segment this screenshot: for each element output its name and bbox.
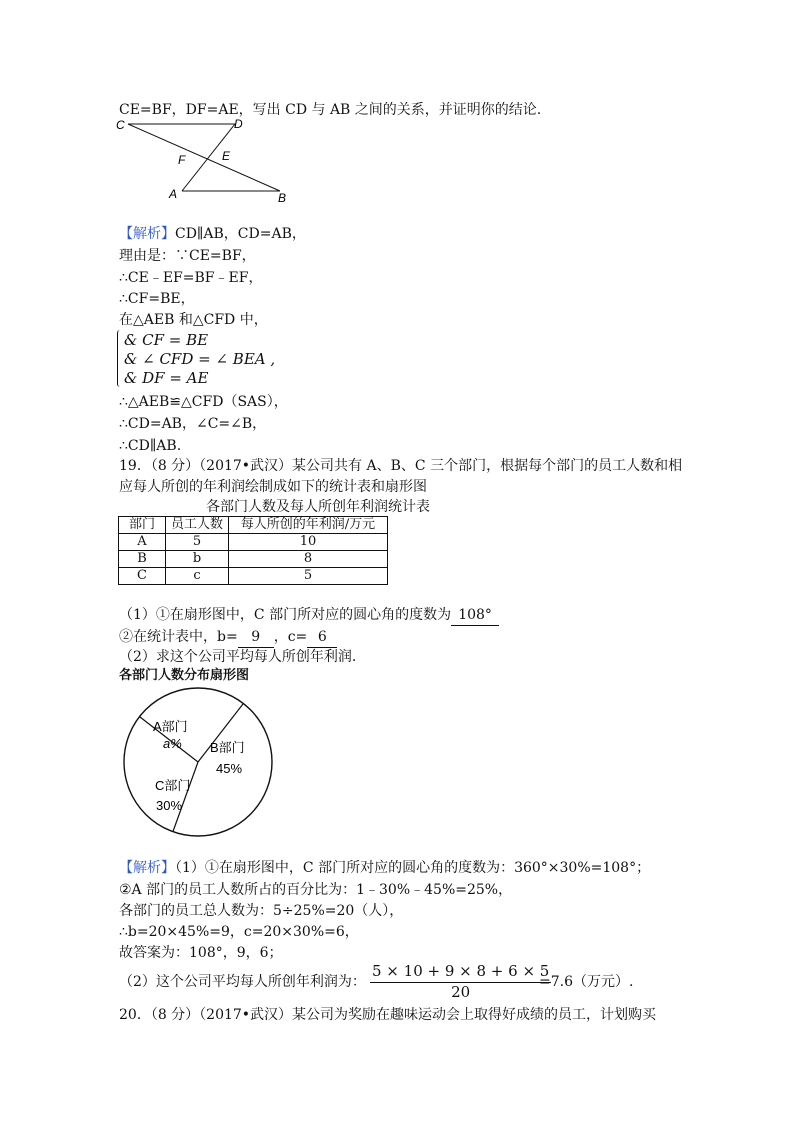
table-title: 各部门人数及每人所创年利润统计表 <box>206 499 430 515</box>
equation-brace <box>117 330 124 387</box>
pie-label-a-name: A部门 <box>153 719 188 734</box>
pie-label-a-pct: a% <box>163 736 182 751</box>
table-header-row <box>119 517 388 534</box>
pie-label-b-name: B部门 <box>210 740 245 755</box>
sol19-line3: 各部门的员工总人数为：5÷25%=20（人）， <box>119 903 404 919</box>
table-row <box>119 551 388 568</box>
sol19-line6-result: =7.6（万元）. <box>539 974 634 990</box>
sol18-first-line: 【解析】CD∥AB，CD=AB， <box>119 226 306 242</box>
label-e: E <box>222 149 231 163</box>
q18-statement: CE=BF，DF=AE，写出 CD 与 AB 之间的关系，并证明你的结论. <box>119 102 542 118</box>
sol18-line: ∴CF=BE， <box>119 291 195 307</box>
q19-part1a: （1）①在扇形图中，C 部门所对应的圆心角的度数为 108° <box>119 605 499 626</box>
sol18-end: ∴CD∥AB. <box>119 438 182 454</box>
answer-blank-c: 6 <box>307 627 337 648</box>
answer-blank-b: 9 <box>238 627 274 648</box>
q19-part2: （2）求这个公司平均每人所创年利润. <box>119 649 357 665</box>
label-a: A <box>169 187 178 201</box>
label-d: D <box>234 117 243 131</box>
pie-label-b-pct: 45% <box>216 761 243 776</box>
analysis-tag: 【解析】 <box>119 860 175 876</box>
table-cell: 8 <box>229 551 388 568</box>
table-row <box>119 568 388 585</box>
table-cell: b <box>166 551 229 568</box>
q19-line2: 应每人所创的年利润绘制成如下的统计表和扇形图 <box>119 479 427 495</box>
table-cell: A <box>119 534 166 551</box>
fraction <box>370 962 551 1001</box>
table-cell: c <box>166 568 229 585</box>
sol19-line4: ∴b=20×45%=9，c=20×30%=6， <box>119 924 359 940</box>
system-eq-2: & ∠ CFD = ∠ BEA , <box>124 350 276 368</box>
table-cell: 5 <box>229 568 388 585</box>
sol18-line: ∴CE﹣EF=BF﹣EF， <box>119 270 263 286</box>
sol19-line1: 【解析】（1）①在扇形图中，C 部门所对应的圆心角的度数为：360°×30%=108°； <box>119 860 651 876</box>
answer-blank: 108° <box>451 605 499 626</box>
sol19-line2: ②A 部门的员工人数所占的百分比为：1﹣30%﹣45%=25%， <box>119 882 513 898</box>
analysis-tag: 【解析】 <box>119 226 175 242</box>
geometry-figure <box>112 114 292 204</box>
label-b: B <box>278 191 287 204</box>
sol19-line6-prefix: （2）这个公司平均每人所创年利润为： <box>119 974 366 990</box>
system-eq-3: & DF = AE <box>124 369 209 387</box>
fraction-denominator: 20 <box>451 983 471 1001</box>
sol18-line: 在△AEB 和△CFD 中， <box>119 312 268 328</box>
table-cell: B <box>119 551 166 568</box>
header-cell: 员工人数 <box>166 517 229 534</box>
pie-label-c-name: C部门 <box>155 778 191 793</box>
q20-line1: 20．（8 分）（2017•武汉）某公司为奖励在趣味运动会上取得好成绩的员工，计划购买 <box>119 1007 657 1023</box>
q19-part1b: ②在统计表中，b= 9 ，c= 6 <box>119 627 337 648</box>
header-cell: 每人所创的年利润/万元 <box>229 517 388 534</box>
pie-chart <box>118 686 278 838</box>
pie-title: 各部门人数分布扇形图 <box>119 668 250 683</box>
header-cell: 部门 <box>119 517 166 534</box>
label-f: F <box>178 153 186 167</box>
sol18-end: ∴△AEB≌△CFD（SAS）， <box>119 394 288 410</box>
q19-line1: 19．（8 分）（2017•武汉）某公司共有 A、B、C 三个部门，根据每个部门的员工人数和相 <box>119 458 683 474</box>
label-c: C <box>116 118 125 132</box>
table-cell: 10 <box>229 534 388 551</box>
table-cell: 5 <box>166 534 229 551</box>
pie-label-c-pct: 30% <box>156 798 183 813</box>
table-row <box>119 534 388 551</box>
sol19-line5: 故答案为：108°，9，6； <box>119 945 283 961</box>
system-eq-1: & CF = BE <box>124 331 209 349</box>
fraction-numerator: 5 × 10 + 9 × 8 + 6 × 5 <box>370 962 551 983</box>
sol18-line: 理由是：∵CE=BF， <box>119 248 256 264</box>
table-cell: C <box>119 568 166 585</box>
sol18-end: ∴CD=AB，∠C=∠B， <box>119 416 267 432</box>
stats-table <box>118 516 388 585</box>
